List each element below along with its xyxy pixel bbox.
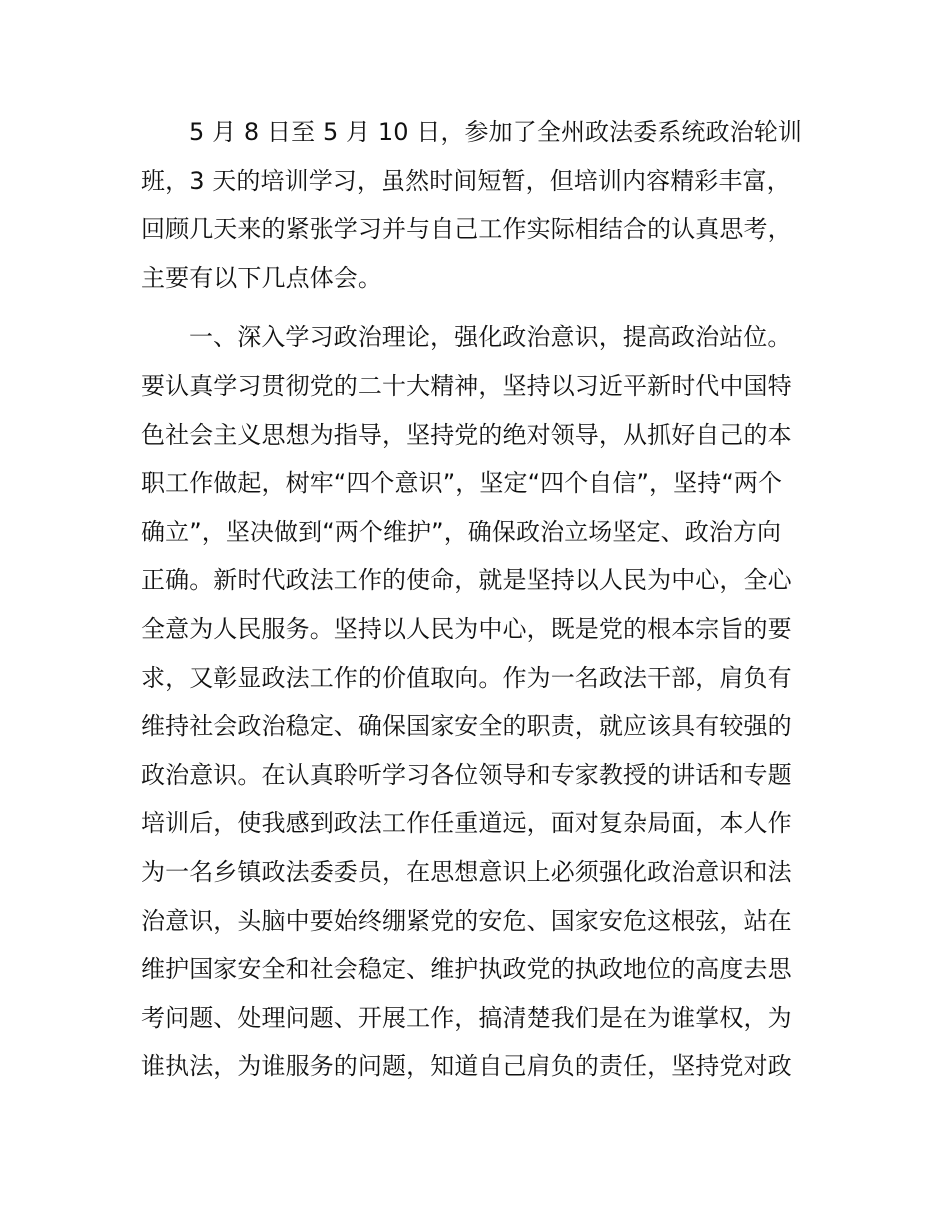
text-line: 回顾几天来的紧张学习并与自己工作实际相结合的认真思考， [141,215,792,244]
text-line: 谁执法，为谁服务的问题，知道自己肩负的责任，坚持党对政 [141,1052,792,1081]
text-line: 治意识，头脑中要始终绷紧党的安危、国家安危这根弦，站在 [141,906,792,935]
text-line: 求，又彰显政法工作的价值取向。作为一名政法干部，肩负有 [141,663,792,692]
text-line: 5 月 8 日至 5 月 10 日，参加了全州政法委系统政治轮训 [189,118,802,146]
text-line: 班，3 天的培训学习，虽然时间短暂，但培训内容精彩丰富， [141,166,791,195]
text-line: 考问题、处理问题、开展工作，搞清楚我们是在为谁掌权，为 [141,1003,792,1032]
text-line: 正确。新时代政法工作的使命，就是坚持以人民为中心，全心 [141,566,792,595]
text-line: 维持社会政治稳定、确保国家安全的职责，就应该具有较强的 [141,712,792,741]
text-line: 色社会主义思想为指导，坚持党的绝对领导，从抓好自己的本 [141,420,792,449]
paragraph-intro [141,108,821,302]
text-line: 确立”，坚决做到“两个维护”，确保政治立场坚定、政治方向 [141,517,782,546]
text-line: 为一名乡镇政法委委员，在思想意识上必须强化政治意识和法 [141,857,792,886]
text-line: 要认真学习贯彻党的二十大精神，坚持以习近平新时代中国特 [141,371,792,400]
text-line: 一、深入学习政治理论，强化政治意识，提高政治站位。 [189,323,792,352]
paragraph-section-one [141,313,821,1091]
text-line: 主要有以下几点体会。 [141,263,382,292]
text-line: 职工作做起，树牢“四个意识”，坚定“四个自信”，坚持“两个 [141,469,783,498]
text-line: 培训后，使我感到政法工作任重道远，面对复杂局面，本人作 [141,809,792,838]
text-line: 维护国家安全和社会稳定、维护执政党的执政地位的高度去思 [141,955,792,984]
text-line: 全意为人民服务。坚持以人民为中心，既是党的根本宗旨的要 [141,614,792,643]
document-body [141,108,821,1091]
text-line: 政治意识。在认真聆听学习各位领导和专家教授的讲话和专题 [141,760,792,789]
